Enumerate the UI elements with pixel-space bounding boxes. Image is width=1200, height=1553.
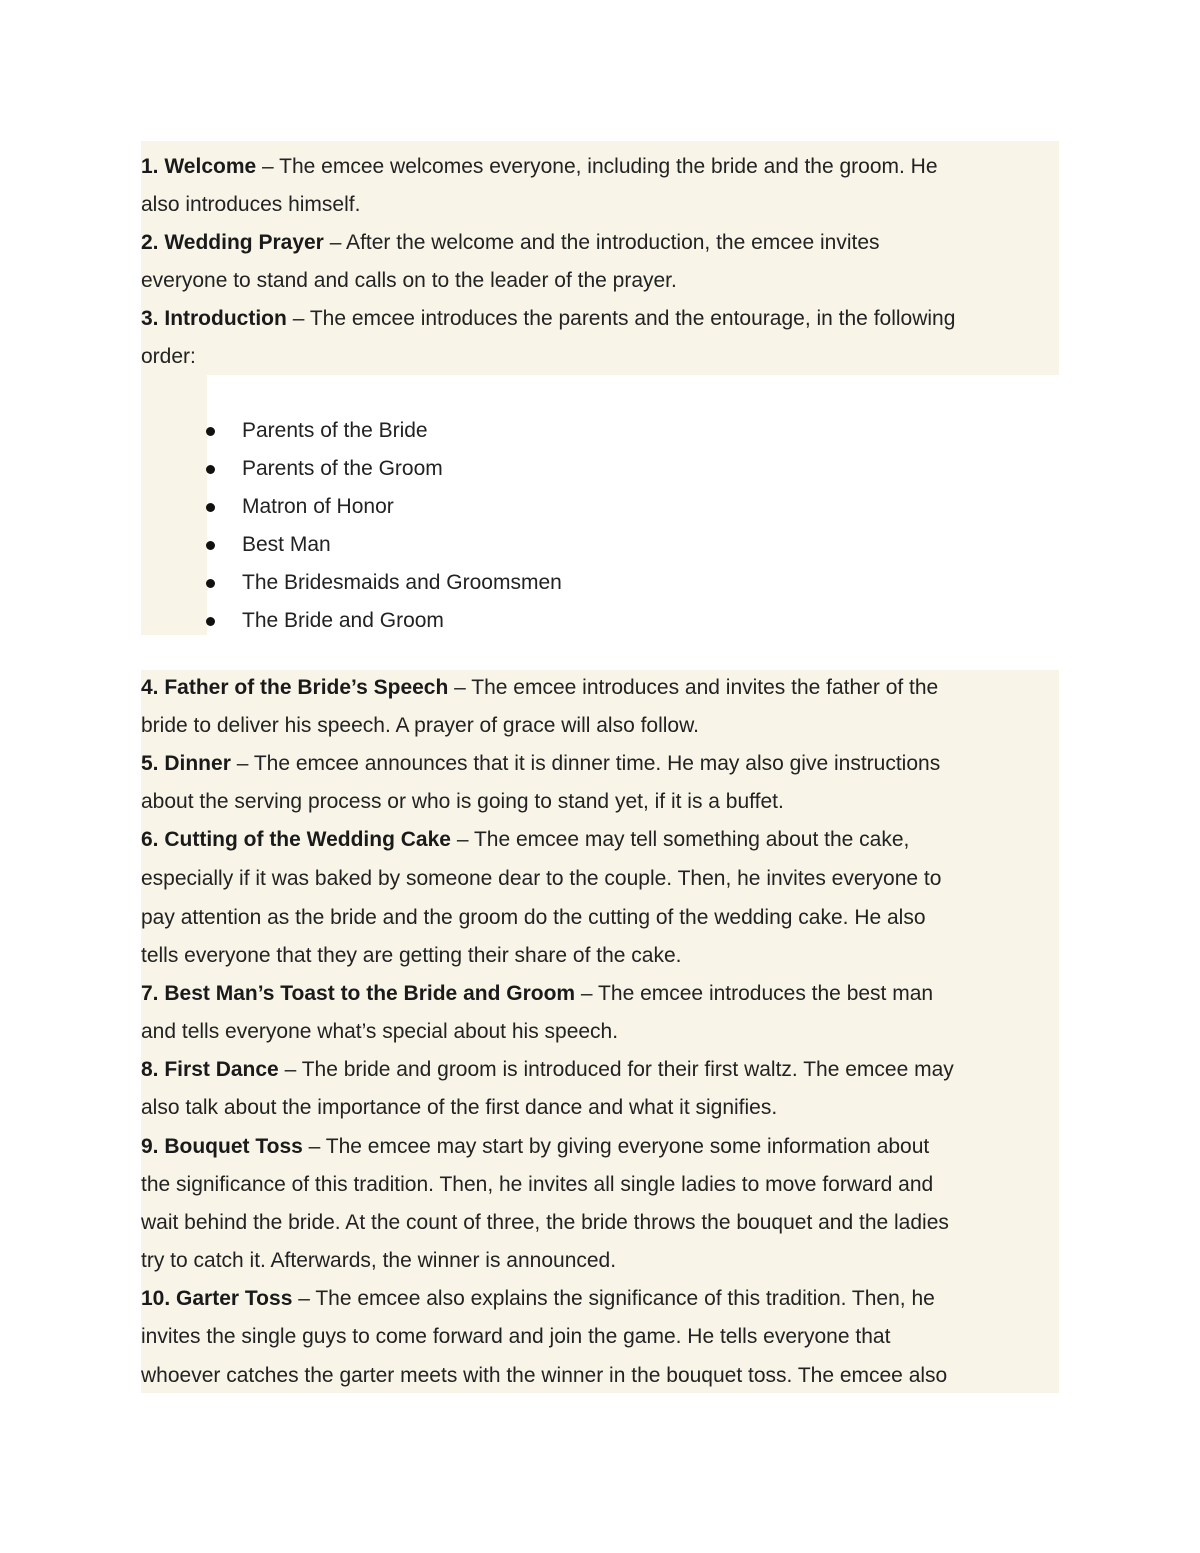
- item-9-line-1: 9. Bouquet Toss – The emcee may start by giving everyone some information about: [141, 1135, 930, 1158]
- item-3-line-2: order:: [141, 345, 196, 368]
- bullet-icon: [206, 465, 215, 474]
- item-6-line-4: tells everyone that they are getting their share of the cake.: [141, 944, 682, 967]
- item-8-line-1: 8. First Dance – The bride and groom is introduced for their first waltz. The emcee may: [141, 1058, 954, 1081]
- item-heading: 2. Wedding Prayer: [141, 231, 324, 254]
- item-7-line-2: and tells everyone what’s special about his speech.: [141, 1020, 619, 1043]
- item-heading: 10. Garter Toss: [141, 1287, 293, 1310]
- item-1-line-2: also introduces himself.: [141, 193, 361, 216]
- item-heading: 3. Introduction: [141, 307, 287, 330]
- item-heading: 6. Cutting of the Wedding Cake: [141, 828, 451, 851]
- item-heading: 5. Dinner: [141, 752, 231, 775]
- item-heading: 1. Welcome: [141, 155, 257, 178]
- item-1-line-1: 1. Welcome – The emcee welcomes everyone, including the bride and the groom. He: [141, 155, 938, 178]
- item-9-line-4: try to catch it. Afterwards, the winner is announced.: [141, 1249, 617, 1272]
- item-heading: 9. Bouquet Toss: [141, 1135, 303, 1158]
- document-page: 1. Welcome – The emcee welcomes everyone, including the bride and the groom. He also introduces himself. 2. Wedding Prayer – After the welcome and the introduction, the emcee invites everyone to stand and calls on to the leader of the prayer. 3. Introduction – The emcee introduces the parents and the entourage, in the following order: Parents of the Bride Parents of the Groom Matron of Honor Best Man The Bridesmaids and Groomsmen The Bride and Groom 4. Father of the Bride’s Speech – The emcee introduces and invites the father of the bride to deliver his speech. A prayer of grace will also follow. 5. Dinner – The emcee announces that it is dinner time. He may also give instructions about the serving process or who is going to stand yet, if it is a buffet. 6. Cutting of the Wedding Cake – The emcee may tell something about the cake, especially if it was baked by someone dear to the couple. Then, he invites everyone to pay attention as the bride and the groom do the cutting of the wedding cake. He also tells everyone that they are getting their share of the cake. 7. Best Man’s Toast to the Bride and Groom – The emcee introduces the best man and tells everyone what’s special about his speech. 8. First Dance – The bride and groom is introduced for their first waltz. The emcee may also talk about the importance of the first dance and what it signifies. 9. Bouquet Toss – The emcee may start by giving everyone some information about the significance of this tradition. Then, he invites all single ladies to move forward and wait behind the bride. At the count of three, the bride throws the bouquet and the ladies try to catch it. Afterwards, the winner is announced. 10. Garter Toss – The emcee also explains the significance of this tradition. Then, he invites the single guys to come forward and join the game. He tells everyone that whoever catches the garter meets with the winner in the bouquet toss. The emcee also: [0, 0, 1200, 1553]
- item-2-line-1: 2. Wedding Prayer – After the welcome and the introduction, the emcee invites: [141, 231, 880, 254]
- bullet-icon: [206, 579, 215, 588]
- bullet-icon: [206, 427, 215, 436]
- item-10-line-1: 10. Garter Toss – The emcee also explains the significance of this tradition. Then, he: [141, 1287, 935, 1310]
- item-2-line-2: everyone to stand and calls on to the leader of the prayer.: [141, 269, 677, 292]
- item-6-line-2: especially if it was baked by someone dear to the couple. Then, he invites everyone to: [141, 867, 942, 890]
- item-10-line-3: whoever catches the garter meets with the winner in the bouquet toss. The emcee also: [141, 1364, 948, 1387]
- item-9-line-3: wait behind the bride. At the count of three, the bride throws the bouquet and the ladies: [141, 1211, 949, 1234]
- item-5-line-2: about the serving process or who is going to stand yet, if it is a buffet.: [141, 790, 784, 813]
- item-10-line-2: invites the single guys to come forward and join the game. He tells everyone that: [141, 1325, 891, 1348]
- bullet-icon: [206, 541, 215, 550]
- item-heading: 4. Father of the Bride’s Speech: [141, 676, 449, 699]
- item-5-line-1: 5. Dinner – The emcee announces that it is dinner time. He may also give instructions: [141, 752, 941, 775]
- item-9-line-2: the significance of this tradition. Then, he invites all single ladies to move forward and: [141, 1173, 934, 1196]
- item-4-line-2: bride to deliver his speech. A prayer of grace will also follow.: [141, 714, 699, 737]
- item-8-line-2: also talk about the importance of the first dance and what it signifies.: [141, 1096, 778, 1119]
- item-heading: 8. First Dance: [141, 1058, 279, 1081]
- highlight-background: [141, 375, 207, 635]
- item-heading: 7. Best Man’s Toast to the Bride and Groom: [141, 982, 576, 1005]
- bullet-icon: [206, 503, 215, 512]
- item-6-line-3: pay attention as the bride and the groom do the cutting of the wedding cake. He also: [141, 906, 926, 929]
- bullet-icon: [206, 617, 215, 626]
- item-4-line-1: 4. Father of the Bride’s Speech – The emcee introduces and invites the father of the: [141, 676, 939, 699]
- item-6-line-1: 6. Cutting of the Wedding Cake – The emcee may tell something about the cake,: [141, 828, 910, 851]
- item-7-line-1: 7. Best Man’s Toast to the Bride and Groom – The emcee introduces the best man: [141, 982, 934, 1005]
- item-3-line-1: 3. Introduction – The emcee introduces the parents and the entourage, in the following: [141, 307, 956, 330]
